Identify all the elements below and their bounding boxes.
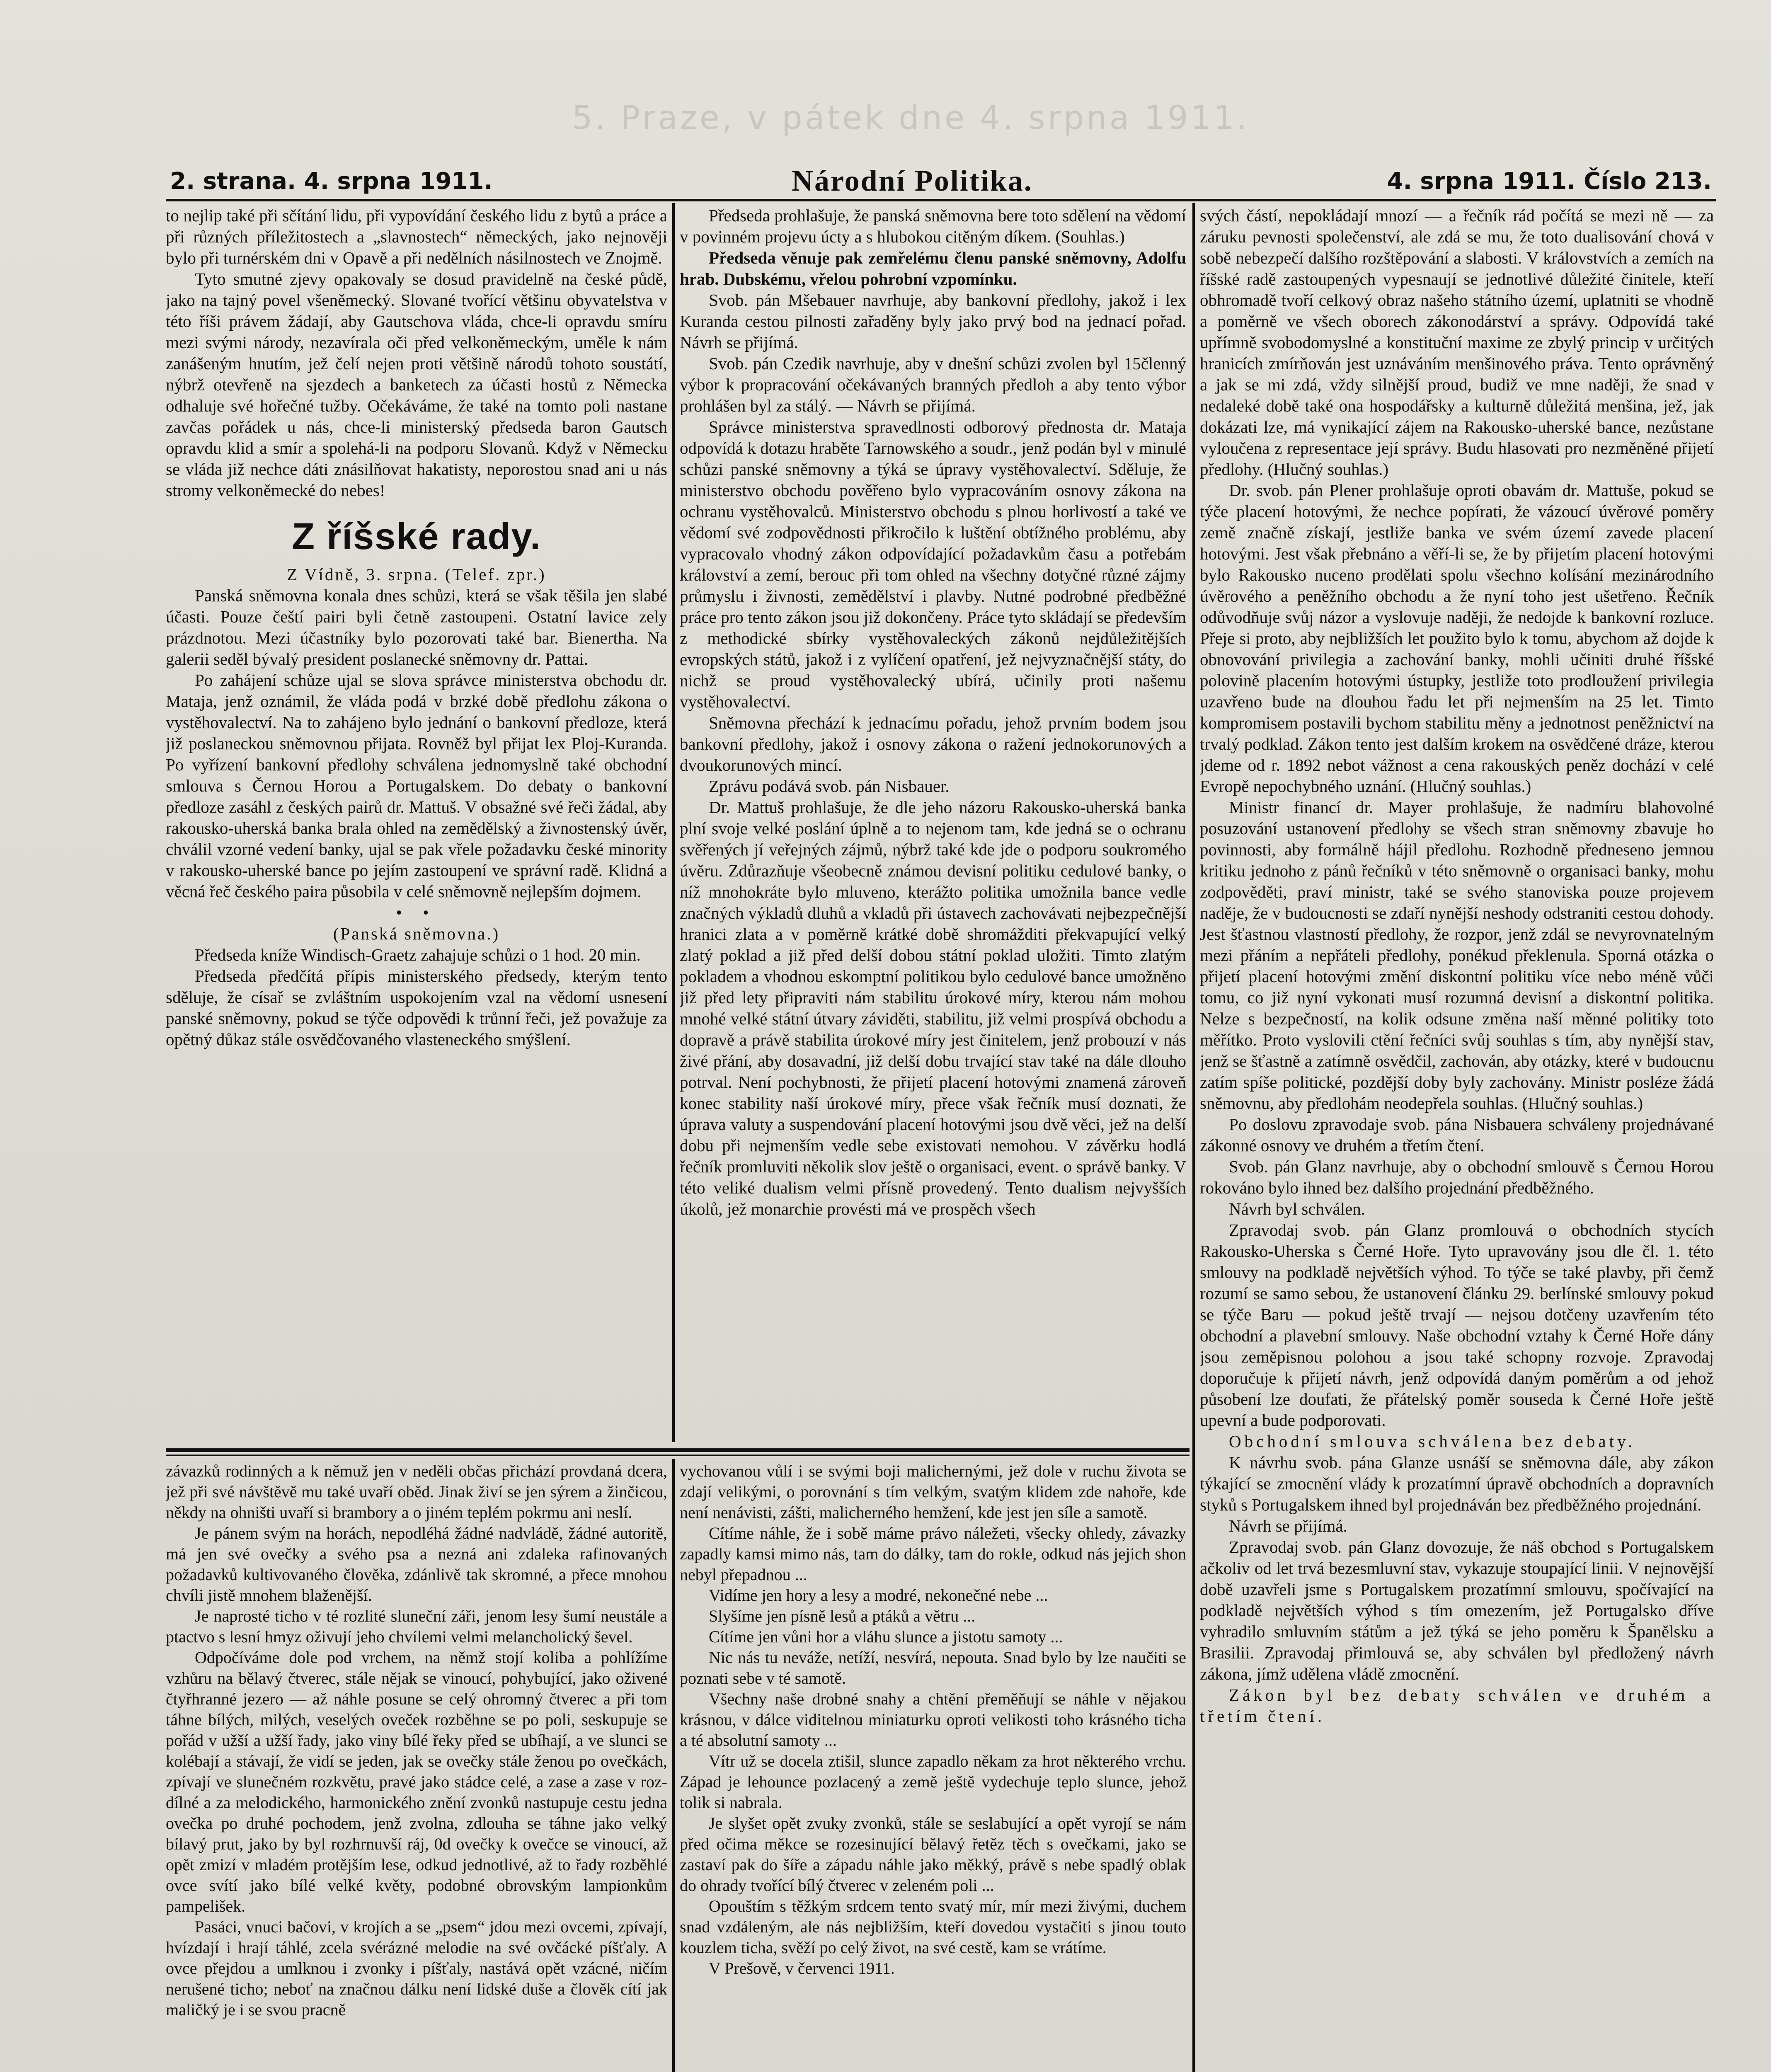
paragraph: Návrh se přijímá. <box>1229 1516 1347 1535</box>
paragraph: Předseda prohlašuje, že panská sněmovna bere toto sdělení na vědomí v povinném projevu úcty a s hlubokou citěným díkem. (Souhlas.) <box>680 206 1186 246</box>
paragraph: Zpravodaj svob. pán Glanz dovozuje, že náš obchod s Portugalskem ačkoliv od let trvá bezesmluvní stav, vykazuje stoupající linii. V nejnovější době uzavřeli jsme s Portugalskem prozatímní smlouvu, spočívající na podkladě největších výhod s tím omezením, jež Portugalsko dříve vyhradilo smluvním státům a jež týká se jeho poměru k Španělsku a Brasilii. Zpravodaj přimlouvá se, aby schválen byl předložený návrh zákona, jímž udělena vládě zmocnění. <box>1200 1537 1714 1683</box>
feuilleton-right-column <box>680 1461 1186 2072</box>
paragraph: Správce ministerstva spravedlnosti odborový přednosta dr. Mataja odpovídá k dotazu hraběte Tarnowského a soudr., jenž podán byl v minulé schůzi panské sněmovny a týká se úpravy vystěhovalectví. Sděluje, že ministerstvo obchodu pověřeno bylo vypracováním osnovy zákona na ochranu vystěhovalců. Ministerstvo obchodu s plnou horlivostí a také ve vědomí své zodpovědnosti přikročilo k luštění obtížného problému, aby vypracovalo vhodný zákon odpovídající požadavkům času a potřebám království a zemí, berouc při tom ohled na všechny dotyčné různé zájmy průmyslu i živnosti, zemědělství i plavby. Nutné podrobné předběžné práce pro tento zákon jsou již dokončeny. Práce tyto skládají se především z methodické sbírky vystěhovaleckých zákonů nejdůležitějších evropských států, jakož i z vylíčení opatření, jež nejvyznačnější státy, do nichž se proud vystěhovalecký ubírá, učinily proti našemu vystěhovalectví. <box>680 417 1186 711</box>
paragraph: Vidíme jen hory a lesy a modré, nekonečné nebe ... <box>709 1586 1048 1605</box>
newspaper-title: Národní Politika. <box>792 164 1033 197</box>
feuilleton-rule <box>166 1448 1190 1452</box>
feuilleton-left-column <box>166 1461 667 2072</box>
paragraph: Zpravodaj svob. pán Glanz promlouvá o obchodních stycích Rakousko-Uherska s Černé Hoře. Tyto upravovány jsou dle čl. 1. této smlouvy na podkladě největších výhod. To týče se také plavby, při čemž rozumí se samo sebou, že ustanovení článku 29. berlínské smlouvy pokud se týče Baru — pokud ještě trvají — nejsou dotčeny uzavřením této obchodní a plavební smlouvy. Naše obchodní vztahy k Černé Hoře dány jsou zeměpisnou polohou a jsou také schopny rozvoje. Zpravodaj doporučuje k přijetí návrh, jenž odpovídá daným poměrům a od jehož působení lze doufati, že přátelský poměr souseda k Černé Hoře ještě upevní a bude podporovati. <box>1200 1220 1714 1430</box>
paragraph: Po zahájení schůze ujal se slova správce ministerstva obchodu dr. Mataja, jenž oznámil, že vláda podá v brzké době předlohu zákona o vystěhovalectví. Na to zahájeno bylo jednání o bankovní předloze, která již poslaneckou sněmovnou přijata. Rovněž byl přijat lex Ploj-Kuranda. Po vyřízení bankovní předlohy schválena jednomyslně také obchodní smlouva s Černou Horou a Portugalskem. Do debaty o bankovní předloze zasáhl z českých pairů dr. Mattuš. V obsažné své řeči žádal, aby rakousko-uherská banka brala ohled na zemědělský a živnostenský úvěr, chválil vzorné vedení banky, ujal se pak vřele požadavku české minority v rakousko-uherské bance po jejím zastoupení ve správní radě. Klidná a věcná řeč českého paira působila v celé sněmovně nejlepším dojmem. <box>166 670 667 901</box>
paragraph: Nic nás tu neváže, netíží, nesvírá, nepouta. Snad bylo by lze naučiti se poznati sebe v té samotě. <box>680 1648 1186 1687</box>
column-3 <box>1200 205 1714 2072</box>
paragraph: Dr. Mattuš prohlašuje, že dle jeho názoru Rakousko-uherská banka plní svoje velké poslání úplně a to nejenom tam, kde jedná se o ochranu svěřených jí veřejných zájmů, nýbrž také kde jde o podporu soukromého úvěru. Zdůrazňuje všeobecně známou devisní politiku cedulové banky, o níž mnohokráte bylo mluveno, kterážto politika umožnila bance vedle značných výkladů dluhů a vkladů při ústavech zachovávati nejbezpečnější hranici zlata a v poměrně krátké době shromážditi překvapující velký zlatý poklad a již před delší dobou státní poklad uložiti. Timto zlatým pokladem a vhodnou eskomptní politikou bylo cedulové bance umožněno již před lety připraviti nám stabilitu úrokové míry, kterou nám mohou mnohé velké státní útvary záviděti, stabilitu, již velmi prospívá obchodu a dopravě a právě stabilita úrokové míry jest činitelem, jenž probouzí v nás živé přání, aby dosavadní, již delší dobu trvající stav také na dále dlouho potrval. Není pochybnosti, že přijetí placení hotovými znamená zároveň konec stability naší úrokové míry, přece však řečník musí doznati, že úprava valuty a suspendování placení hotovými jsou dvě věci, jež na delší dobu při nejmenším vedle sebe existovati nemohou. V závěrku hodlá řečník promluviti několik slov ještě o organisaci, event. o správě banky. V této veliké dualism velmi přísně provedený. Tento dualism nejvyšších úkolů, jež monarchie provésti má ve prospěch všech <box>680 798 1186 1218</box>
separator-dots: • • <box>396 903 437 922</box>
paragraph: Cítíme náhle, že i sobě máme právo náležeti, všecky ohledy, závazky zapadly kamsi mimo nás, tam do dálky, tam do rokle, odkud nás jejich shon nebyl přepadnou ... <box>680 1524 1186 1584</box>
paragraph: Panská sněmovna konala dnes schůzi, která se však těšila jen slabé účasti. Pouze čeští pairi byli četně zastoupeni. Ostatní lavice zely prázdnotou. Mezi účastníky bylo pozorovati také bar. Bienertha. Na galerii seděl bývalý president poslanecké sněmovny dr. Pattai. <box>166 586 667 668</box>
section-heading: Z říšské rady. <box>292 516 541 557</box>
dateline: Z Vídně, 3. srpna. (Telef. zpr.) <box>287 565 546 584</box>
paragraph: Slyšíme jen písně lesů a ptáků a větru ... <box>709 1607 976 1625</box>
paragraph: Dr. svob. pán Plener prohlašuje oproti obavám dr. Mattuše, pokud se týče placení hotovými, že nechce popírati, že vázoucí úvěrové poměry země značně získají, jestliže banka ve svém území zavede placení hotovými. Jest však přebnáno a věří-li se, že by přijetím placení hotovými bylo Rakousko nuceno prodělati spolu všechno kolísání mezinárodního úvěrového a peněžního obchodu a že nyní toho jest ušetřeno. Řečník odůvodňuje svůj názor a vyslovuje naději, že nedojde k bankovní rozluce. Přeje si proto, aby nejbližších let použito bylo k tomu, abychom až dojde k obnovování privilegia a zachování banky, mohli učiniti druhé říšské polovině placením hotovými ústupky, jestliže toto prodloužení privilegia uzavřeno bude na dlouhou řadu let při nejmenším na 25 let. Timto kompromisem postavili bychom stabilitu měny a jednotnost peněžnictví na trvalý podklad. Zákon tento jest dalším krokem na osvědčené dráze, kterou jdeme od r. 1892 nebot vážnost a cena rakouských peněz dochází v celé Evropě nepochybného uznání. (Hlučný souhlas.) <box>1200 481 1714 796</box>
paragraph: K návrhu svob. pána Glanze usnáší se sněmovna dále, aby zákon týkající se zmocnění vlády k prozatímní úpravě obchodních a dopravních styků s Portugalskem ihned byl projednáván bez předběžného projednání. <box>1200 1453 1714 1514</box>
paragraph: Předseda věnuje pak zemřelému členu panské sněmovny, Adolfu hrab. Dubskému, vřelou pohrobní vzpomínku. <box>680 248 1186 288</box>
paragraph: Vítr už se docela ztišil, slunce zapadlo někam za hrot některého vrchu. Západ je lehounce pozlacený a země ještě vydechuje teplo slunce, jehož tolik si nabrala. <box>680 1752 1186 1812</box>
paragraph: Odpočíváme dole pod vrchem, na němž stojí koliba a pohlížíme vzhůru na bělavý čtverec, stále nějak se vinoucí, pohybující, jako oživené čtyřhranné jezero — až náhle posune se celý ohromný čtverec a při tom táhne bílých, milých, veselých oveček rozběhne se po poli, seskupuje se pořád v užší a užší řady, jako viny bílé řeky před se ubíhají, a ve slunci se kolébají a stávají, že vidí se jeden, jak se ovečky stále ženou po ovečkách, zpívají ve slunečném rozkvětu, pravé jako stádce celé, a zase a zase v rozdílné a za melodického, harmonického znění zvonků nastupuje cestu jedna ovečka po druhé pochodem, jenž zvolna, zdlouha se táhne jako velký bílavý prut, jako by byl rozhrnuvší ráj, 0d ovečky k ovečce se vinoucí, až opět zmizí v mladém protějším lese, odkud jednotlivé, až to řady rozběhlé ovce svítí jako bílé velké květy, podobné obrovským lampionkům pampelišek. <box>166 1648 667 1915</box>
paragraph: vychovanou vůlí i se svými boji malichernými, jež dole v ruchu života se zdají velikými, o porovnání s tím velkým, svatým klidem zde nahoře, kde není nenávisti, zášti, malicherného hemžení, kde jest jen síle a samotě. <box>680 1462 1186 1522</box>
paragraph: Po doslovu zpravodaje svob. pána Nisbauera schváleny projednávané zákonné osnovy ve druhém a třetím čtení. <box>1200 1115 1714 1155</box>
paragraph: Předseda předčítá přípis ministerského předsedy, kterým tento sděluje, že císař se zvláštním uspokojením vzal na vědomí usnesení panské sněmovny, pokud se týče odpovědi k trůnní řeči, jež považuje za opětný důkaz stále osvědčovaného vlasteneckého smýšlení. <box>166 966 667 1049</box>
column-1 <box>166 205 667 1440</box>
paragraph: Tyto smutné zjevy opakovaly se dosud pravidelně na české půdě, jako na tajný povel všeněmecký. Slované tvořící většinu obyvatelstva v této říši právem žádají, aby Gautschova vláda, chce-li opravdu smíru mezi svými národy, nezavírala oči před velkoněmeckým, uměle k nám zanášeným hnutím, jež čelí nejen proti většině národů tohoto soustátí, nýbrž otevřeně na sjezdech a banketech za účasti hostů z Německa odhaluje své hořečné tužby. Očekáváme, že také na tomto poli nastane zavčas pořádek u nás, chce-li ministerský předseda baron Gautsch opravdu klid a smír a spolehá-li na podporu Slovanů. Když v Německu se vláda již nechce dáti znásilňovat hakatisty, neporostou snad ani u nás stromy velkoněmecké do nebes! <box>166 269 667 500</box>
paragraph: Předseda kníže Windisch-Graetz zahajuje schůzi o 1 hod. 20 min. <box>195 945 641 964</box>
paragraph: Svob. pán Glanz navrhuje, aby o obchodní smlouvě s Černou Horou rokováno bylo ihned bez dalšího projednání předběžného. <box>1200 1157 1714 1197</box>
paragraph: Zákon byl bez debaty schválen ve druhém a třetím čtení. <box>1200 1685 1714 1726</box>
paragraph: Cítíme jen vůni hor a vláhu slunce a jistotu samoty ... <box>709 1627 1063 1646</box>
paragraph: Zprávu podává svob. pán Nisbauer. <box>709 777 950 796</box>
header-rule <box>166 199 1716 201</box>
paragraph: Všechny naše drobné snahy a chtění přeměňují se náhle v nějakou krásnou, v dálce viditelnou miniaturku oproti velikosti toho krásného ticha a té absolutní samoty ... <box>680 1690 1186 1750</box>
page-header <box>170 164 1712 201</box>
feuilleton-divider <box>672 1459 675 2072</box>
header-page-date: 2. strana. 4. srpna 1911. <box>170 168 493 195</box>
header-issue-number: 4. srpna 1911. Číslo 213. <box>1387 168 1712 195</box>
paragraph: Sněmovna přechází k jednacímu pořadu, jehož prvním bodem jsou bankovní předlohy, jakož i osnovy zákona o ražení jednokorunových a dvoukorunových mincí. <box>680 713 1186 775</box>
paragraph: Svob. pán Mšebauer navrhuje, aby bankovní předlohy, jakož i lex Kuranda cestou pilnosti zařaděny byly jako prvý bod na jednací pořad. Návrh se přijímá. <box>680 290 1186 352</box>
paragraph: závazků rodinných a k němuž jen v neděli občas přichází provdaná dcera, jež při své návštěvě mu také uvaří oběd. Jinak živí se jen sýrem a žinčicou, někdy na ohništi uvaří si brambory a o jiném teplém pokrmu ani neslí. <box>166 1462 667 1522</box>
bleed-through-text: 5. Praze, v pátek dne 4. srpna 1911. <box>572 99 1250 137</box>
subheading: (Panská sněmovna.) <box>333 924 500 943</box>
column-divider-1 <box>672 203 675 1442</box>
place-date-signature: V Prešově, v červenci 1911. <box>709 1959 895 1978</box>
paragraph: Svob. pán Czedik navrhuje, aby v dnešní schůzi zvolen byl 15členný výbor k propracování očekávaných branných předloh a aby tento výbor prohlášen byl za stálý. — Návrh se přijímá. <box>680 354 1186 415</box>
paragraph: Je slyšet opět zvuky zvonků, stále se seslabující a opět vyrojí se nám před očima měkce se rozesinující bělavý řetěz těch s ovečkami, jako se zastaví pak do šíře a západu náhle jako měkký, právě s nebe spadlý oblak do ohrady tvořící bílý čtverec v zeleném poli ... <box>680 1814 1186 1895</box>
paragraph: Je pánem svým na horách, nepodléhá žádné nadvládě, žádné autoritě, má jen své ovečky a svého psa a nezná ani zdaleka rafinovaných požadavků kultivovaného člověka, zdánlivě tak skromné, a přece mnohou chvíli jistě mnohem blaženější. <box>166 1524 667 1605</box>
paragraph: Ministr financí dr. Mayer prohlašuje, že nadmíru blahovolné posuzování ustanovení předlohy se všech stran sněmovny zbavuje ho povinnosti, aby formálně hájil předlohu. Rozhodně předneseno jemnou kritiku jednoho z pánů řečníků v této sněmovně o organisaci banky, mohu zodpověděti, praví ministr, také se svého stanoviska pouze projevem naděje, že v budoucnosti se zdaří nynější neshody odstraniti cestou dohody. Jest šťastnou vlastností předlohy, že rozpor, jenž zdál se nevyrovnatelným mezi přáním a nepřáteli předlohy, ponékud překlenula. Sporná otázka o přijetí placení hotovými změní diskontní politiku více nebo méně vůči tomu, co již nyní vykonati musí rozumná devisní a diskontní politika. Nelze s bezpečností, na kolik odsune změna naší měnné politiky toto měřítko. Proto vyslovili ctění řečníci svůj souhlas s tím, aby nynější stav, jenž se šťastně a zatímně osvědčil, zachován, aby otázky, které v budoucnu zatím spíše politické, pozdější doby byly zachovány. Ministr posléze žádá sněmovnu, aby předlohám neodepřela souhlas. (Hlučný souhlas.) <box>1200 798 1714 1113</box>
paragraph: Je naprosté ticho v té rozlité sluneční záři, jenom lesy šumí neustále a ptactvo s lesní hmyz oživují jeho chvílemi velmi melancholický ševel. <box>166 1607 667 1646</box>
paragraph: svých částí, nepokládají mnozí — a řečník rád počítá se mezi ně — za záruku pevnosti společenství, ale zdá se mu, že toto dualisování chová v sobě nebezpečí dalšího rozštěpování a slabosti. V královstvích a zemích na říšské radě zastoupených vypesnaují se jednotlivé důležité činitele, kteří obhromadě tvoří celkový obraz našeho státního území, uplatniti se vhodně a poměrně ve všech oborech zákonodárství a správy. Odpovídá také upřímně svobodomyslné a konstituční maxime ze zbylý princip v určitých hranicích zmírňován jest uznáváním menšinového práva. Tento oprávněný a jak se mi zdá, vždy silnější proud, budiž ve mne naději, že snad v nedaleké době také ona hospodářsky a kulturně důležitá menšina, jež, jak dokázati lze, má vynikající zájem na Rakousko-uherské bance, nezůstane vyloučena z representace její správy. Budu hlasovati pro nezměněné přijetí předlohy. (Hlučný souhlas.) <box>1200 206 1714 479</box>
paragraph: Návrh byl schválen. <box>1229 1199 1366 1218</box>
paragraph: Opouštím s těžkým srdcem tento svatý mír, mír mezi živými, duchem snad vzdáleným, ale nás nejbližším, kteří dovedou vystačiti s jinou touto kouzlem ticha, svěží po celý život, na své cestě, kam se vrátíme. <box>680 1897 1186 1957</box>
paragraph: Pasáci, vnuci bačovi, v krojích a se „psem“ jdou mezi ovcemi, zpívají, hvízdají i hrají táhlé, zcela svérázné melodie na své ovčácké píšťaly. A ovce přejdou a umlknou i zvonky i píšťaly, nastává opět vzácné, ničím nerušené ticho; neboť na značnou dálku není lidské duše a člověk cítí jak maličký je i se svou pracně <box>166 1917 667 2019</box>
feuilleton-rule-2 <box>166 1455 1190 1456</box>
column-divider-2 <box>1192 203 1195 2072</box>
paragraph: Obchodní smlouva schválena bez debaty. <box>1229 1432 1636 1451</box>
column-2 <box>680 205 1186 1440</box>
paragraph: to nejlip také při sčítání lidu, při vypovídání českého lidu z bytů a práce a při různých příležitostech a „slavnostech“ německých, jako nejnověji bylo při turnérském dni v Opavě a při nedělních násilnostech ve Znojmě. <box>166 206 667 267</box>
